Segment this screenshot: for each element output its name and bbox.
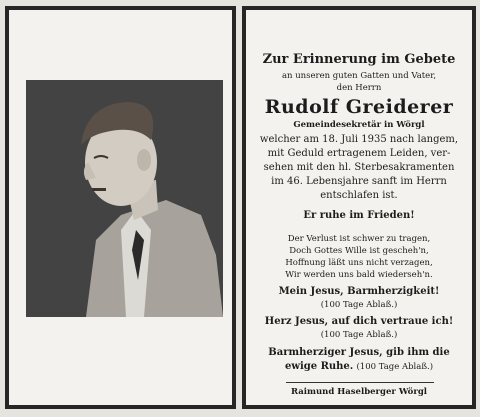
- verse-line-3: Hoffnung läßt uns nicht verzagen,: [285, 258, 433, 268]
- prayer-3: Barmherziger Jesus, gib ihm die: [268, 347, 450, 358]
- intro-line-2: den Herrn: [336, 83, 382, 93]
- verse-line-2: Doch Gottes Wille ist gescheh'n,: [289, 246, 429, 256]
- portrait-photo: [26, 80, 223, 317]
- body-line-4: im 46. Lebensjahre sanft im Herrn: [271, 176, 447, 187]
- indulgence-1: (100 Tage Ablaß.): [320, 300, 398, 310]
- intro-line-1: an unseren guten Gatten und Vater,: [281, 71, 437, 81]
- indulgence-2: (100 Tage Ablaß.): [320, 330, 398, 340]
- deceased-name: Rudolf Greiderer: [264, 96, 454, 118]
- body-line-5: entschlafen ist.: [320, 190, 398, 201]
- heading: Zur Erinnerung im Gebete: [262, 52, 456, 67]
- divider: [286, 382, 434, 383]
- body-line-1: welcher am 18. Juli 1935 nach langem,: [259, 134, 459, 145]
- printer-credit: Raimund Haselberger Wörgl: [290, 387, 427, 397]
- text-panel: [242, 6, 476, 409]
- photo-panel: [5, 6, 236, 409]
- body-line-3: sehen mit den hl. Sterbesakramenten: [263, 162, 455, 173]
- prayer-1: Mein Jesus, Barmherzigkeit!: [278, 286, 440, 297]
- verse-line-4: Wir werden uns bald wiederseh'n.: [285, 270, 433, 280]
- body-line-2: mit Geduld ertragenem Leiden, ver-: [267, 148, 451, 159]
- prayer-3-end: [246, 361, 472, 372]
- prayer-3b: ewige Ruhe.: [284, 361, 354, 372]
- verse-line-1: Der Verlust ist schwer zu tragen,: [287, 234, 431, 244]
- prayer-2: Herz Jesus, auf dich vertraue ich!: [264, 316, 454, 327]
- deceased-role: Gemeindesekretär in Wörgl: [293, 120, 425, 130]
- rest-in-peace: Er ruhe im Frieden!: [303, 210, 415, 221]
- indulgence-3: (100 Tage Ablaß.): [356, 362, 434, 372]
